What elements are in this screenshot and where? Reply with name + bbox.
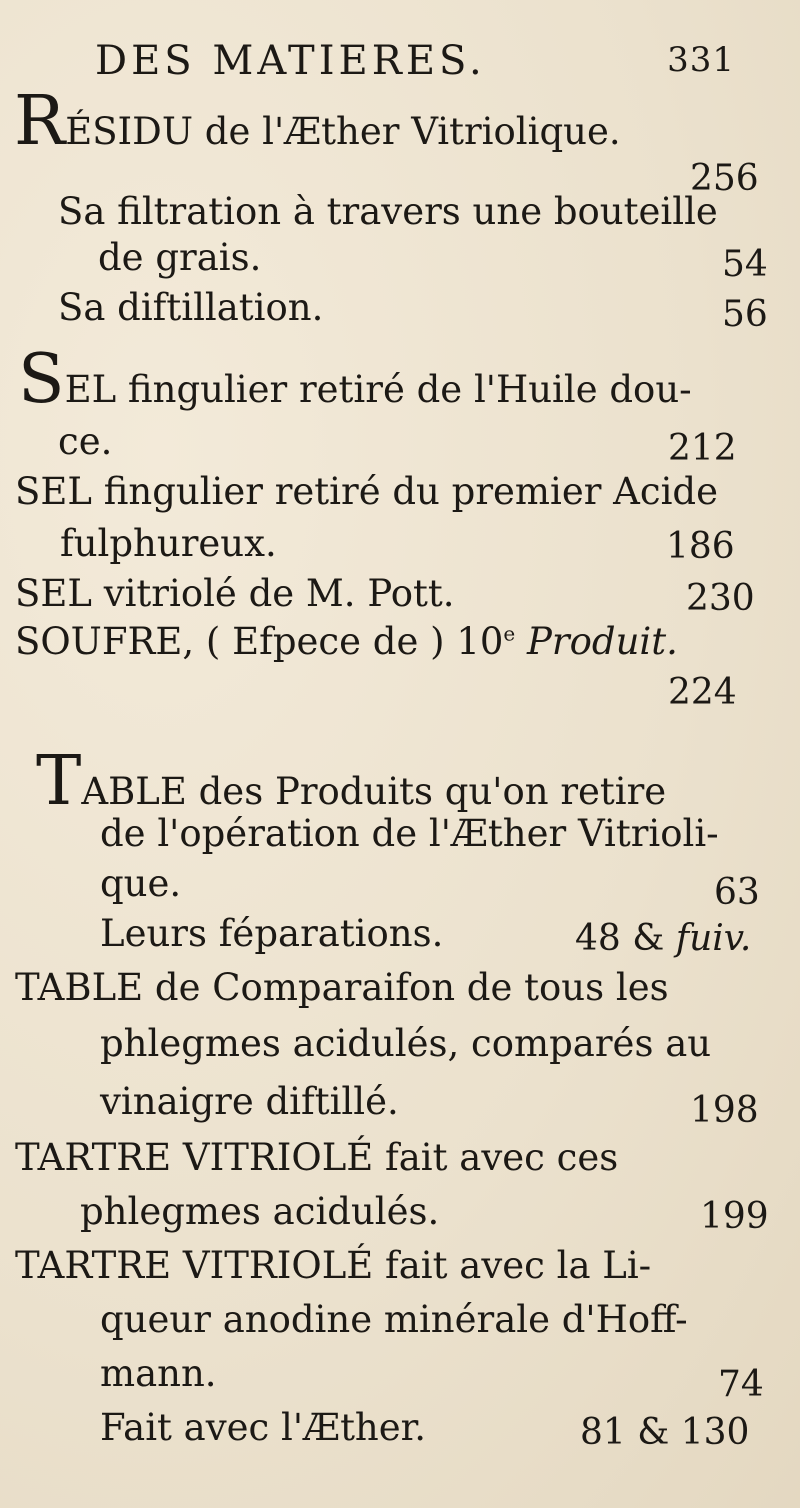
entry-page-italic: fuiv. [675, 918, 752, 959]
entry-page-ref [575, 918, 751, 959]
entry-subline: Sa filtration à travers une bouteille [58, 190, 718, 233]
entry-text: ÉSIDU de l'Æther Vitriolique. [65, 110, 621, 153]
entry-subline: Fait avec l'Æther. [100, 1406, 427, 1449]
entry-page: 48 & [575, 918, 676, 959]
page-number: 331 [667, 40, 735, 80]
entry-subline: TABLE de Comparaifon de tous les [15, 966, 669, 1009]
page-header [95, 38, 735, 94]
entry-subline: fulphureux. [60, 522, 277, 565]
entry-subline: de l'opération de l'Æther Vitrioli- [100, 812, 719, 855]
entry-text: ABLE des Produits qu'on retire [81, 770, 667, 813]
entry-page: 74 [718, 1364, 764, 1405]
running-title: DES MATIERES. [95, 38, 486, 84]
entry-subline: SEL fingulier retiré du premier Acide [15, 470, 719, 513]
entry-subline: TARTRE VITRIOLÉ fait avec la Li- [15, 1244, 652, 1287]
entry-page: 224 [668, 672, 737, 713]
entry-page: 56 [722, 294, 768, 335]
entry-subline: queur anodine minérale d'Hoff- [100, 1298, 688, 1341]
entry-subline: phlegmes acidulés, comparés au [100, 1022, 712, 1065]
entry-residu [14, 82, 621, 161]
entry-page: 186 [666, 526, 735, 567]
entry-text: SOUFRE, ( Efpece de ) 10 [15, 620, 504, 663]
entry-soufre [15, 620, 678, 663]
superscript: e [503, 621, 516, 646]
entry-italic: Produit. [527, 620, 678, 663]
entry-table-produits [36, 742, 667, 821]
entry-text: EL fingulier retiré de l'Huile dou- [64, 368, 692, 411]
entry-subline: mann. [100, 1352, 217, 1395]
entry-subline: vinaigre diftillé. [100, 1080, 399, 1123]
entry-subline: que. [100, 862, 182, 905]
entry-subline: TARTRE VITRIOLÉ fait avec ces [15, 1136, 619, 1179]
entry-page: 81 & 130 [580, 1412, 750, 1453]
entry-page: 230 [686, 578, 755, 619]
entry-subline: phlegmes acidulés. [80, 1190, 440, 1233]
entry-page: 199 [700, 1196, 769, 1237]
drop-cap: R [14, 82, 66, 161]
entry-sel-huile [18, 340, 692, 419]
drop-cap: T [36, 742, 82, 821]
entry-page: 198 [690, 1090, 759, 1131]
entry-subline: de grais. [98, 236, 262, 279]
entry-subline: Sa diftillation. [58, 286, 324, 329]
entry-subline: SEL vitriolé de M. Pott. [15, 572, 455, 615]
entry-subline: Leurs féparations. [100, 912, 444, 955]
drop-cap: S [18, 340, 65, 419]
entry-page: 63 [714, 872, 760, 913]
entry-page: 212 [668, 428, 737, 469]
entry-page: 256 [690, 158, 759, 199]
entry-page: 54 [722, 244, 768, 285]
entry-subline: ce. [58, 420, 113, 463]
